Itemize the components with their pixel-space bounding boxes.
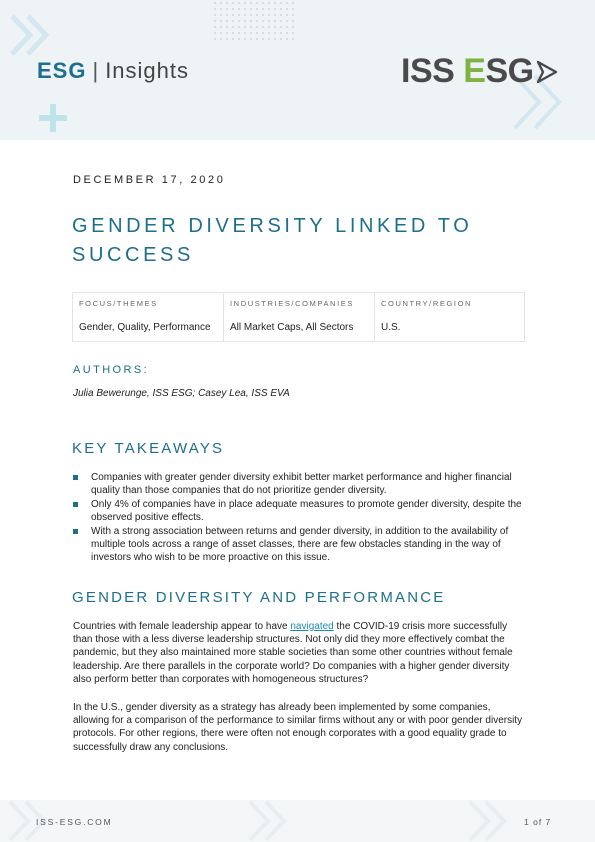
chevron-pattern-left-icon: [0, 14, 60, 56]
footer-site: ISS-ESG.COM: [36, 817, 113, 827]
brand-separator: |: [92, 58, 100, 83]
metadata-table: [72, 292, 525, 342]
meta-focus-themes: [73, 293, 224, 341]
key-takeaways-list: [73, 471, 528, 565]
navigated-link[interactable]: navigated: [290, 621, 334, 632]
brand-esg: ESG: [37, 58, 87, 83]
page-number: 1 of 7: [524, 817, 552, 827]
key-takeaways-heading: KEY TAKEAWAYS: [72, 440, 225, 457]
meta-heading: FOCUS/THEMES: [79, 299, 158, 308]
logo-arrow-icon: [535, 59, 559, 85]
paragraph-text: the COVID-19 crisis more successfully than those with a less diverse leadership structures. Not only did they more effectively combat the pandemic, but they also maintained more stable societies than some other countries without female leadership. Are there parallels in the corporate world? Do companies with a higher gender diversity also perform better than corporates with homogeneous structures?: [73, 621, 513, 685]
iss-esg-logo: [401, 52, 534, 91]
authors-heading: AUTHORS:: [73, 364, 150, 376]
meta-value: Gender, Quality, Performance: [79, 322, 211, 333]
meta-country-region: [375, 293, 524, 341]
brand-insights: Insights: [105, 58, 190, 83]
meta-heading: COUNTRY/REGION: [381, 299, 473, 308]
meta-heading: INDUSTRIES/COMPANIES: [230, 299, 354, 308]
list-item: With a strong association between returns and gender diversity, in addition to the availability of multiple tools across a range of asset classes, there are few obstacles standing in the way of investors who wish to be more proactive on this issue.: [73, 525, 528, 564]
logo-e: E: [463, 52, 486, 90]
paragraph-text: Countries with female leadership appear to have: [73, 621, 291, 632]
logo-sg: SG: [485, 52, 534, 90]
meta-value: U.S.: [381, 322, 401, 333]
page-header: [0, 0, 595, 140]
body-paragraph-1: [73, 620, 528, 686]
meta-industries-companies: [224, 293, 375, 341]
body-paragraph-2: In the U.S., gender diversity as a strategy has already been implemented by some companies, allowing for a comparison of the performance to similar firms without any or with poor gender diversity protocols. For other regions, there were often not enough corporates with a good equality grade to successfully draw any conclusions.: [73, 702, 523, 753]
list-item: Only 4% of companies have in place adequate measures to promote gender diversity, despite the observed positive effects.: [73, 498, 528, 524]
logo-iss: ISS: [401, 52, 464, 90]
meta-value: All Market Caps, All Sectors: [230, 322, 354, 333]
esg-insights-brand: [37, 58, 189, 84]
authors-list: Julia Bewerunge, ISS ESG; Casey Lea, ISS EVA: [73, 388, 290, 399]
document-date: DECEMBER 17, 2020: [73, 174, 226, 186]
document-title: GENDER DIVERSITY LINKED TO SUCCESS: [72, 215, 473, 266]
list-item: Companies with greater gender diversity exhibit better market performance and higher financial quality than those companies that do not prioritize gender diversity.: [73, 471, 528, 497]
plus-icon: [39, 104, 67, 132]
section-heading: GENDER DIVERSITY AND PERFORMANCE: [72, 589, 446, 606]
dot-pattern: [212, 0, 298, 44]
